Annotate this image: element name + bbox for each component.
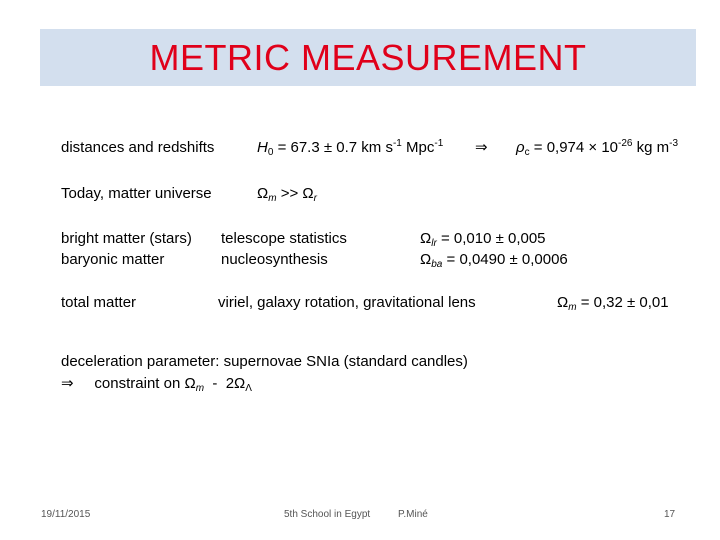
label-distances-redshifts: distances and redshifts <box>61 139 215 156</box>
label-today-matter-universe: Today, matter universe <box>61 185 212 202</box>
hubble-constant <box>257 139 443 157</box>
rho-unit: kg m <box>632 139 670 156</box>
omega-sub-m-3: m <box>195 383 205 394</box>
omega-sub-lr: lr <box>431 238 437 249</box>
minus-two: - 2 <box>204 375 235 392</box>
omega-ba-value: = 0,0490 ± 0,0006 <box>442 251 568 268</box>
rho-symbol: ρ <box>516 139 525 156</box>
omega-symbol-5: Ω <box>557 294 569 311</box>
bright-matter-label: bright matter (stars) <box>61 230 192 247</box>
hubble-value: = 67.3 ± 0.7 km s <box>273 139 393 156</box>
critical-density <box>516 139 678 157</box>
rho-exponent-2: -3 <box>669 138 679 149</box>
slide-title: METRIC MEASUREMENT <box>149 37 587 78</box>
total-matter-methods: viriel, galaxy rotation, gravitational lens <box>218 294 476 311</box>
rho-exponent-1: -26 <box>618 138 633 149</box>
omega-matter-value <box>557 294 669 312</box>
omega-sub-r: r <box>313 193 317 204</box>
omega-m-value: = 0,32 ± 0,01 <box>576 294 669 311</box>
footer-event: 5th School in Egypt <box>284 509 371 520</box>
footer-page-number: 17 <box>664 509 676 520</box>
constraint-text: constraint on <box>73 375 185 392</box>
omega-luminous-value <box>420 230 546 248</box>
total-matter-label: total matter <box>61 294 137 311</box>
deceleration-parameter-line: deceleration parameter: supernovae SNIa (standard candles) <box>61 353 468 370</box>
omega-sub-m-2: m <box>568 302 577 313</box>
omega-symbol-6: Ω <box>184 375 196 392</box>
omega-symbol-4: Ω <box>420 251 432 268</box>
hubble-subscript: 0 <box>267 147 274 158</box>
title-bar <box>40 29 696 86</box>
hubble-exponent-1: -1 <box>392 138 402 149</box>
hubble-unit-mpc: Mpc <box>401 139 435 156</box>
omega-symbol-7: Ω <box>234 375 246 392</box>
omega-sub-m: m <box>268 193 277 204</box>
footer-date: 19/11/2015 <box>41 509 91 520</box>
rho-value: = 0,974 × 10 <box>529 139 619 156</box>
baryonic-matter-label: baryonic matter <box>61 251 165 268</box>
omega-symbol: Ω <box>257 185 269 202</box>
omega-sub-ba: ba <box>431 259 443 270</box>
implies-arrow-icon-2: ⇒ <box>61 375 74 392</box>
omega-baryon-value <box>420 251 568 269</box>
telescope-statistics-label: telescope statistics <box>221 230 347 247</box>
rho-subscript: c <box>524 147 530 158</box>
hubble-exponent-2: -1 <box>434 138 444 149</box>
implies-arrow-icon: ⇒ <box>475 139 488 156</box>
footer-author: P.Miné <box>398 509 428 520</box>
omega-symbol-2: Ω <box>302 185 314 202</box>
hubble-symbol: H <box>257 139 268 156</box>
omega-sub-lambda: Λ <box>245 383 252 394</box>
nucleosynthesis-label: nucleosynthesis <box>221 251 328 268</box>
omega-lr-value: = 0,010 ± 0,005 <box>436 230 546 247</box>
omega-m-gg-omega-r <box>257 185 317 203</box>
omega-symbol-3: Ω <box>420 230 432 247</box>
much-greater-than: >> <box>276 185 303 202</box>
constraint-line <box>61 375 252 393</box>
